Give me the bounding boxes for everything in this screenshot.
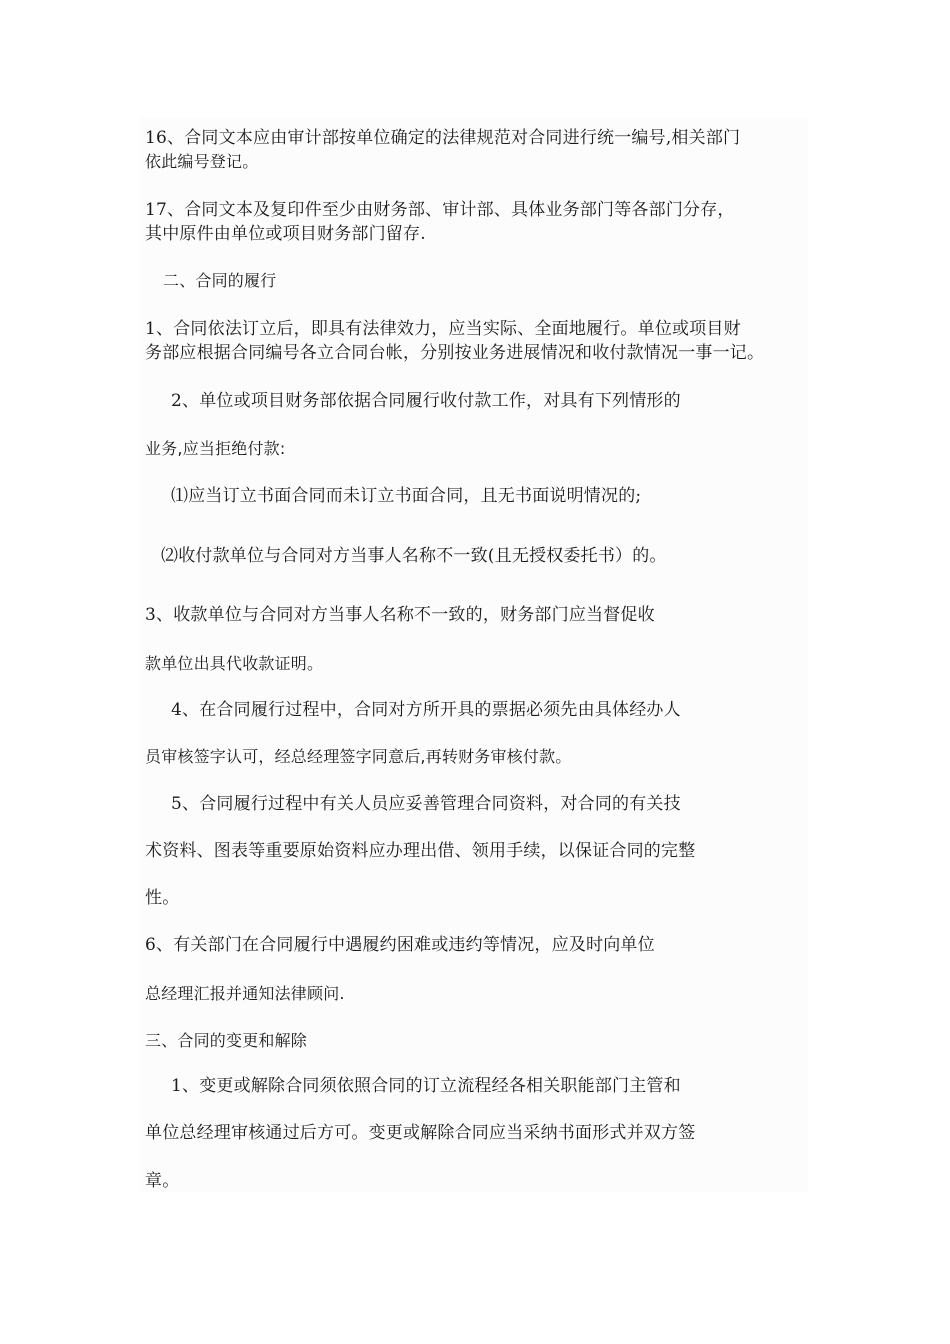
- sub-item-2: ⑵收付款单位与合同对方当事人名称不一致(且无授权委托书）的。: [161, 546, 667, 566]
- paragraph-16-line-2: 依此编号登记。: [145, 152, 259, 171]
- paragraph-17-line-1: 17、合同文本及复印件至少由财务部、审计部、具体业务部门等各部门分存，: [145, 200, 735, 220]
- item-1-line-2: 务部应根据合同编号各立合同台帐，分别按业务进展情况和收付款情况一事一记。: [145, 343, 765, 363]
- item-5-line-3: 性。: [145, 888, 180, 908]
- item-7-line-1: 1、变更或解除合同须依照合同的订立流程经各相关职能部门主管和: [171, 1076, 681, 1096]
- item-2-line-2: 业务,应当拒绝付款:: [145, 439, 286, 458]
- item-5-line-2: 术资料、图表等重要原始资料应办理出借、领用手续，以保证合同的完整: [145, 841, 696, 861]
- item-6-line-2: 总经理汇报并通知法律顾问.: [145, 984, 345, 1003]
- section-heading-3: 三、合同的变更和解除: [145, 1031, 308, 1050]
- item-2-line-1: 2、单位或项目财务部依据合同履行收付款工作，对具有下列情形的: [171, 391, 681, 411]
- item-6-line-1: 6、有关部门在合同履行中遇履约困难或违约等情况，应及时向单位: [145, 935, 655, 955]
- section-heading-2: 二、合同的履行: [163, 271, 277, 290]
- item-7-line-2: 单位总经理审核通过后方可。变更或解除合同应当采纳书面形式并双方签: [145, 1123, 696, 1143]
- item-1-line-1: 1、合同依法订立后，即具有法律效力，应当实际、全面地履行。单位或项目财: [145, 319, 741, 339]
- item-3-line-1: 3、收款单位与合同对方当事人名称不一致的，财务部门应当督促收: [145, 605, 655, 625]
- paragraph-17-line-2: 其中原件由单位或项目财务部门留存.: [145, 224, 426, 244]
- paragraph-16-line-1: 16、合同文本应由审计部按单位确定的法律规范对合同进行统一编号,相关部门: [145, 128, 741, 148]
- item-3-line-2: 款单位出具代收款证明。: [145, 654, 324, 673]
- item-4-line-2: 员审核签字认可，经总经理签字同意后,再转财务审核付款。: [145, 747, 572, 766]
- item-7-line-3: 章。: [145, 1171, 180, 1191]
- item-4-line-1: 4、在合同履行过程中，合同对方所开具的票据必须先由具体经办人: [171, 700, 681, 720]
- sub-item-1: ⑴应当订立书面合同而未订立书面合同，且无书面说明情况的;: [171, 486, 642, 506]
- item-5-line-1: 5、合同履行过程中有关人员应妥善管理合同资料，对合同的有关技: [171, 794, 681, 814]
